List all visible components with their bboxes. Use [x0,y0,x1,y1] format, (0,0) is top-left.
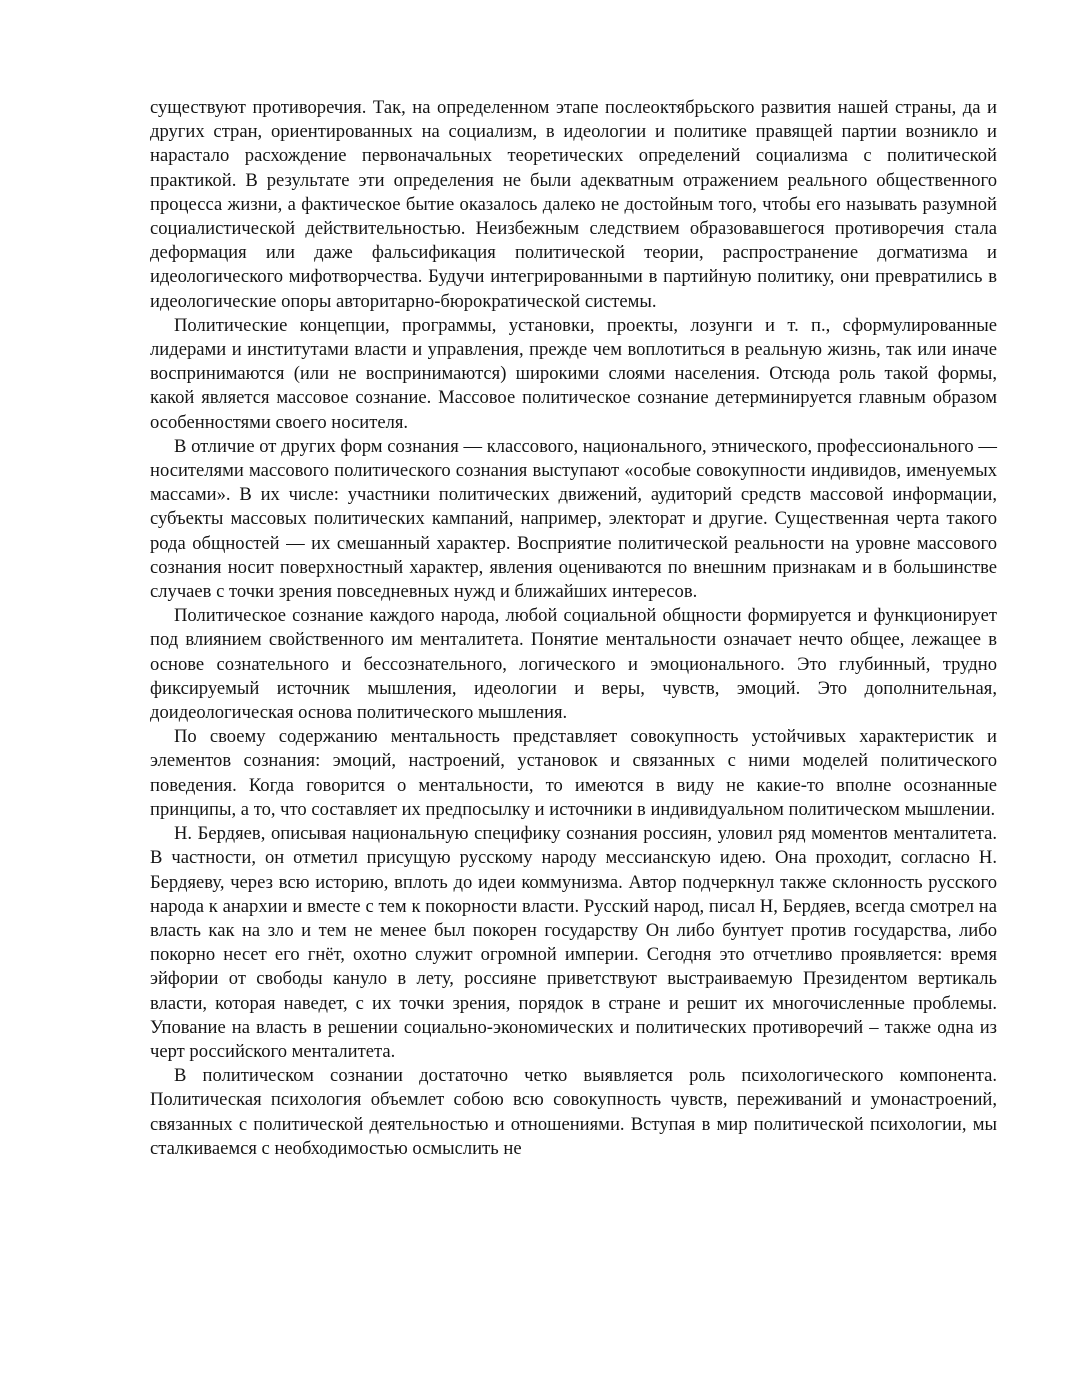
paragraph-1: существуют противоречия. Так, на определенном этапе послеоктябрьского развития нашей страны, да и других стран, ориентированных на социализм, в идеологии и политике правящей партии возникло и нарастало расхождение первоначальных теоретических определений социализма с политической практикой. В результате эти определения не были адекватным отражением реального общественного процесса жизни, а фактическое бытие оказалось далеко не достойным того, чтобы его называть разумной социалистической действительностью. Неизбежным следствием образовавшегося противоречия стала деформация или даже фальсификация политической теории, распространение догматизма и идеологического мифотворчества. Будучи интегрированными в партийную политику, они превратились в идеологические опоры авторитарно-бюрократической системы. [150,97,997,312]
document-page [150,96,997,1161]
paragraph-6: Н. Бердяев, описывая национальную специфику сознания россиян, уловил ряд моментов менталитета. В частности, он отметил присущую русскому народу мессианскую идею. Она проходит, согласно Н. Бердяеву, через всю историю, вплоть до идеи коммунизма. Автор подчеркнул также склонность русского народа к анархии и вместе с тем к покорности власти. Русский народ, писал Н, Бердяев, всегда смотрел на власть как на зло и тем не менее был покорен государству Он либо бунтует против государства, либо покорно несет его гнёт, охотно служит огромной империи. Сегодня это отчетливо проявляется: время эйфории от свободы кануло в лету, россияне приветствуют выстраиваемую Президентом вертикаль власти, которая наведет, с их точки зрения, порядок в стране и решит их многочисленные проблемы. Упование на власть в решении социально-экономических и политических противоречий – также одна из черт российского менталитета. [150,823,997,1062]
paragraph-4: Политическое сознание каждого народа, любой социальной общности формируется и функционирует под влиянием свойственного им менталитета. Понятие ментальности означает нечто общее, лежащее в основе сознательного и бессознательного, логического и эмоционального. Это глубинный, трудно фиксируемый источник мышления, идеологии и веры, чувств, эмоций. Это дополнительная, доидеологическая основа политического мышления. [150,605,997,724]
paragraph-5: По своему содержанию ментальность представляет совокупность устойчивых характеристик и элементов сознания: эмоций, настроений, установок и связанных с ними моделей политического поведения. Когда говорится о ментальности, то имеются в виду не какие-то вполне осознанные принципы, а то, что составляет их предпосылку и источники в индивидуальном политическом мышлении. [150,726,997,820]
paragraph-3: В отличие от других форм сознания — классового, национального, этнического, профессионального — носителями массового политического сознания выступают «особые совокупности индивидов, именуемых массами». В их числе: участники политических движений, аудиторий средств массовой информации, субъекты массовых политических кампаний, например, электорат и другие. Существенная черта такого рода общностей — их смешанный характер. Восприятие политической реальности на уровне массового сознания носит поверхностный характер, явления оцениваются по внешним признакам и в большинстве случаев с точки зрения повседневных нужд и ближайших интересов. [150,435,997,603]
paragraph-7: В политическом сознании достаточно четко выявляется роль психологического компонента. Политическая психология объемлет собою всю совокупность чувств, переживаний и умонастроений, связанных с политической деятельностью и отношениями. Вступая в мир политической психологии, мы сталкиваемся с необходимостью осмыслить не [150,1065,997,1159]
paragraph-2: Политические концепции, программы, установки, проекты, лозунги и т. п., сформулированные лидерами и институтами власти и управления, прежде чем воплотиться в реальную жизнь, так или иначе воспринимаются (или не воспринимаются) широкими слоями населения. Отсюда роль такой формы, какой является массовое сознание. Массовое политическое сознание детерминируется главным образом особенностями своего носителя. [150,314,997,433]
